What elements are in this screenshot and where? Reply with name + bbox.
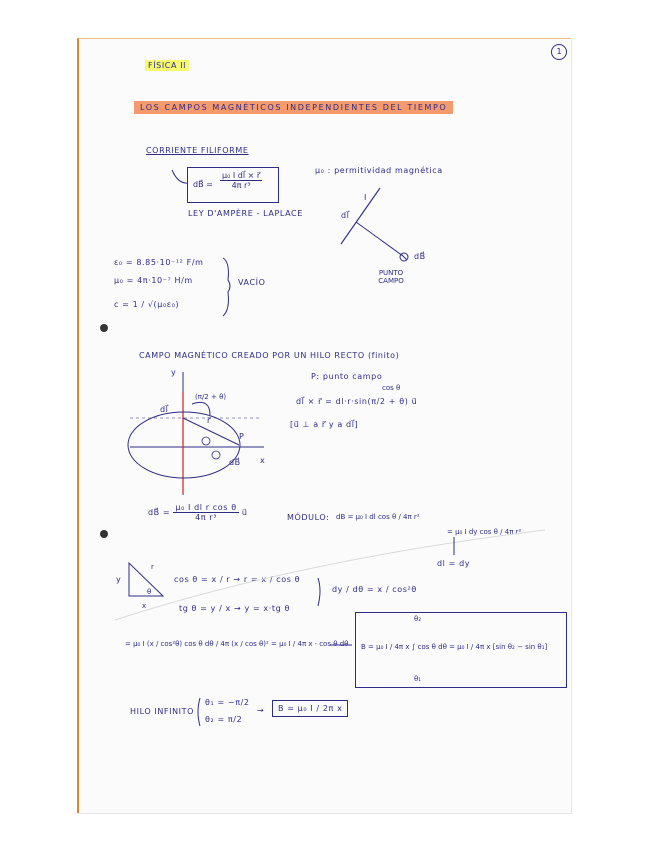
triangle-theta: θ	[147, 588, 152, 596]
dB-numerator: μ₀ I dl r cos θ	[175, 503, 237, 512]
constant-c: c = 1 / √(μ₀ε₀)	[114, 300, 180, 309]
angle-label: (π/2 + θ)	[195, 393, 227, 401]
diagram1-point-cross	[401, 254, 407, 260]
limit-top: θ₂	[414, 615, 422, 623]
modulo-expr-2: = μ₀ I dy cos θ / 4π r²	[447, 528, 522, 536]
infinite-brace	[198, 698, 200, 726]
theta-circle-1	[202, 437, 210, 445]
diagram1-dl-label: dl⃗	[341, 211, 350, 220]
formula-denominator: 4π r³	[231, 181, 251, 190]
triangle-x: x	[142, 602, 147, 610]
dl-equals-dy: dl = dy	[437, 559, 471, 568]
eq-tg: tg θ = y / x → y = x·tg θ	[179, 604, 290, 613]
pencil-curve	[115, 530, 545, 620]
point-field-label: P: punto campo	[311, 372, 383, 381]
eq-cos: cos θ = x / r → r = x / cos θ	[174, 575, 301, 584]
diagram1-I-label: I	[364, 193, 367, 202]
dB-unit-vector: u⃗	[241, 508, 248, 517]
wire-dl-label: dl⃗	[160, 405, 169, 414]
result-expr: B = μ₀ I / 4π x ∫ cos θ dθ = μ₀ I / 4π x [sin θ₂ − sin θ₁]	[361, 643, 548, 651]
triangle-r: r	[151, 563, 154, 571]
constant-epsilon: ε₀ = 8.85·10⁻¹² F/m	[114, 258, 204, 267]
axis-y-label: y	[171, 368, 177, 377]
formula-pointer	[172, 170, 188, 183]
subject-label: FÍSICA II	[145, 60, 189, 71]
section-heading-filiforme: CORRIENTE FILIFORME	[146, 146, 249, 155]
binder-hole-bottom	[100, 530, 108, 538]
diagram1-point-label: PUNTO CAMPO	[378, 269, 404, 285]
formula-lhs: dB⃗ =	[193, 180, 213, 189]
infinite-arrow: →	[257, 706, 265, 715]
field-dB-label: dB⃗	[229, 458, 241, 467]
triangle-y: y	[116, 575, 122, 584]
infinite-wire-label: HILO INFINITO	[130, 707, 195, 716]
law-name: LEY D'AMPÈRE - LAPLACE	[188, 209, 303, 218]
constants-brace	[223, 258, 230, 316]
r-vector	[183, 418, 239, 445]
topic-title: LOS CAMPOS MAGNÉTICOS INDEPENDIENTES DEL TIEMPO	[134, 101, 453, 114]
dB-denominator: 4π r³	[195, 513, 218, 522]
mu-note: μ₀ : permitividad magnética	[315, 166, 443, 175]
eq-brace	[318, 578, 320, 606]
perpendicular-note: [u⃗ ⊥ a r⃗ y a dl⃗]	[290, 420, 359, 429]
diagram1-r-line	[356, 222, 403, 256]
integrand-expr: = μ₀ I (x / cos²θ) cos θ dθ / 4π (x / cos θ)² = μ₀ I / 4π x · cos θ dθ	[125, 640, 349, 648]
cross-product-expr: dl⃗ × r⃗ = dl·r·sin(π/2 + θ) u⃗	[296, 397, 418, 406]
field-loop	[128, 412, 240, 478]
section-heading-hilo-recto: CAMPO MAGNÉTICO CREADO POR UN HILO RECTO (finito)	[139, 351, 400, 360]
dB-lhs: dB⃗ =	[148, 508, 171, 517]
constant-mu: μ₀ = 4π·10⁻⁷ H/m	[114, 276, 193, 285]
diagram1-dB-label: dB⃗	[414, 252, 426, 261]
infinite-theta1: θ₁ = −π/2	[205, 698, 250, 707]
point-P-label: P	[239, 432, 245, 441]
theta-circle-2	[212, 451, 220, 459]
infinite-theta2: θ₂ = π/2	[205, 715, 243, 724]
binder-hole-top	[100, 324, 108, 332]
wire-r-label: r⃗	[207, 416, 211, 425]
formula-numerator: μ₀ I dl⃗ × r⃗	[222, 171, 261, 180]
limit-bottom: θ₁	[414, 675, 422, 683]
infinite-result: B = μ₀ I / 2π x	[272, 700, 348, 717]
page-number: 1	[551, 44, 567, 60]
right-triangle	[129, 563, 163, 596]
vacuum-label: VACÍO	[238, 278, 266, 287]
modulo-expr-1: dB = μ₀ I dl cos θ / 4π r²	[336, 513, 420, 521]
axis-x-label: x	[260, 456, 266, 465]
eq-dy: dy / dθ = x / cos²θ	[332, 585, 417, 594]
cos-note: cos θ	[382, 384, 401, 392]
modulo-label: MÓDULO:	[287, 513, 330, 522]
